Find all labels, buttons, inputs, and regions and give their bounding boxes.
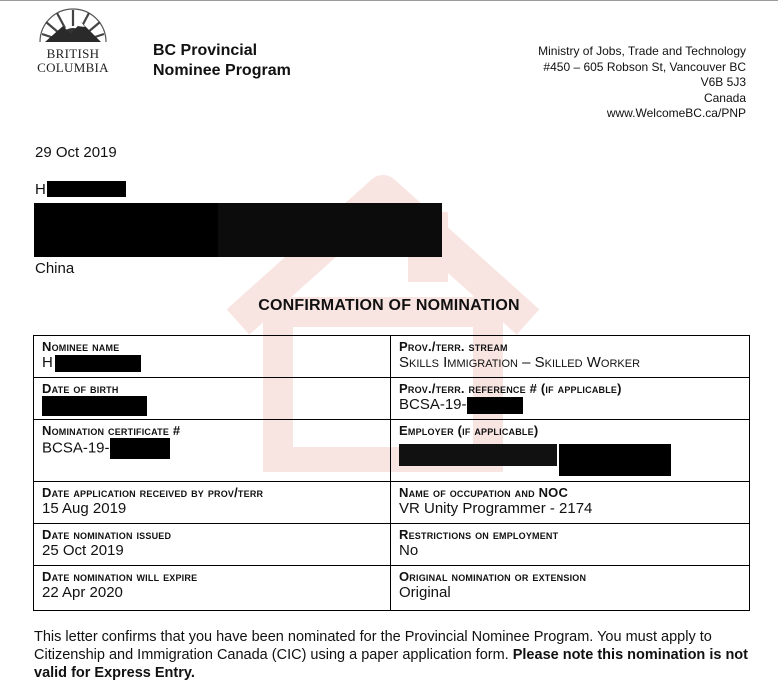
restrictions-cell (391, 524, 750, 566)
program-title (153, 41, 291, 81)
received-cell (34, 482, 391, 524)
program-title-line2: Nominee Program (153, 62, 291, 79)
stream-label: Prov./terr. stream (399, 339, 508, 354)
received-value: 15 Aug 2019 (42, 500, 127, 517)
certificate-value (42, 438, 382, 459)
redacted-employer-right (559, 444, 671, 476)
nomination-details-table (33, 335, 750, 611)
reference-prefix: BCSA-19- (399, 396, 467, 413)
nominee-name-label: Nominee name (42, 339, 120, 354)
ministry-name: Ministry of Jobs, Trade and Technology (538, 44, 746, 58)
logo-text-columbia: COLUMBIA (37, 60, 109, 75)
nominee-name-initial: H (42, 354, 53, 371)
restrictions-value: No (399, 542, 419, 559)
certificate-cell (34, 420, 391, 482)
reference-label: Prov./terr. reference # (if applicable) (399, 381, 622, 396)
restrictions-label: Restrictions on employment (399, 527, 559, 542)
employer-cell (391, 420, 750, 482)
ministry-website[interactable]: www.WelcomeBC.ca/PNP (606, 106, 746, 120)
certificate-prefix: BCSA-19- (42, 439, 110, 457)
redacted-recipient-name (47, 181, 126, 197)
nominee-name-cell (34, 336, 391, 378)
table-row (34, 336, 750, 378)
logo-text-british: BRITISH (46, 46, 100, 61)
original-value: Original (399, 584, 451, 601)
ministry-country: Canada (703, 90, 746, 105)
table-row (34, 420, 750, 482)
table-row (34, 378, 750, 420)
issued-label: Date nomination issued (42, 527, 172, 542)
redacted-dob (42, 396, 147, 416)
redacted-employer-left (399, 444, 557, 466)
ministry-street: #450 – 605 Robson St, Vancouver BC (543, 59, 746, 74)
top-rule (0, 0, 778, 1)
table-row (34, 566, 750, 611)
expire-label: Date nomination will expire (42, 569, 198, 584)
stream-value: Skills Immigration – Skilled Worker (399, 354, 641, 371)
ministry-address-block (538, 44, 746, 122)
bc-logo (27, 2, 119, 78)
reference-value (399, 396, 741, 414)
dob-cell (34, 378, 391, 420)
redacted-address-block-right (218, 203, 442, 257)
redacted-address-block-left (34, 203, 220, 257)
reference-cell (391, 378, 750, 420)
recipient-country: China (35, 260, 75, 277)
dob-value (42, 396, 382, 416)
original-cell (391, 566, 750, 611)
redacted-certificate-number (110, 438, 170, 459)
employer-value (399, 438, 741, 476)
dob-label: Date of birth (42, 381, 119, 396)
footer-text: This letter confirms that you have been nominated for the Provincial Nominee Program. You must apply to Citizenship and Immigration Canada (CIC) using a paper application form. (34, 629, 712, 663)
issued-value: 25 Oct 2019 (42, 542, 124, 559)
letter-date: 29 Oct 2019 (35, 144, 117, 161)
footer-bold-notice: Please note this nomination is not valid for Express Entry. (34, 647, 748, 681)
occupation-label: Name of occupation and NOC (399, 485, 569, 500)
original-label: Original nomination or extension (399, 569, 587, 584)
table-row (34, 524, 750, 566)
redacted-reference-number (467, 397, 523, 414)
occupation-cell (391, 482, 750, 524)
footer-paragraph (34, 628, 750, 682)
issued-cell (34, 524, 391, 566)
program-title-line1: BC Provincial (153, 42, 258, 59)
employer-label: Employer (if applicable) (399, 423, 539, 438)
received-label: Date application received by prov/terr (42, 485, 264, 500)
expire-cell (34, 566, 391, 611)
recipient-name-initial: H (35, 181, 46, 198)
confirmation-title: CONFIRMATION OF NOMINATION (258, 297, 520, 314)
ministry-postal: V6B 5J3 (700, 75, 746, 89)
bc-sun-mountain-icon (37, 2, 109, 44)
occupation-value: VR Unity Programmer - 2174 (399, 500, 593, 517)
stream-cell (391, 336, 750, 378)
nominee-name-value (42, 354, 382, 372)
redacted-nominee-name (55, 355, 141, 372)
expire-value: 22 Apr 2020 (42, 584, 123, 601)
table-row (34, 482, 750, 524)
certificate-label: Nomination certificate # (42, 423, 181, 438)
